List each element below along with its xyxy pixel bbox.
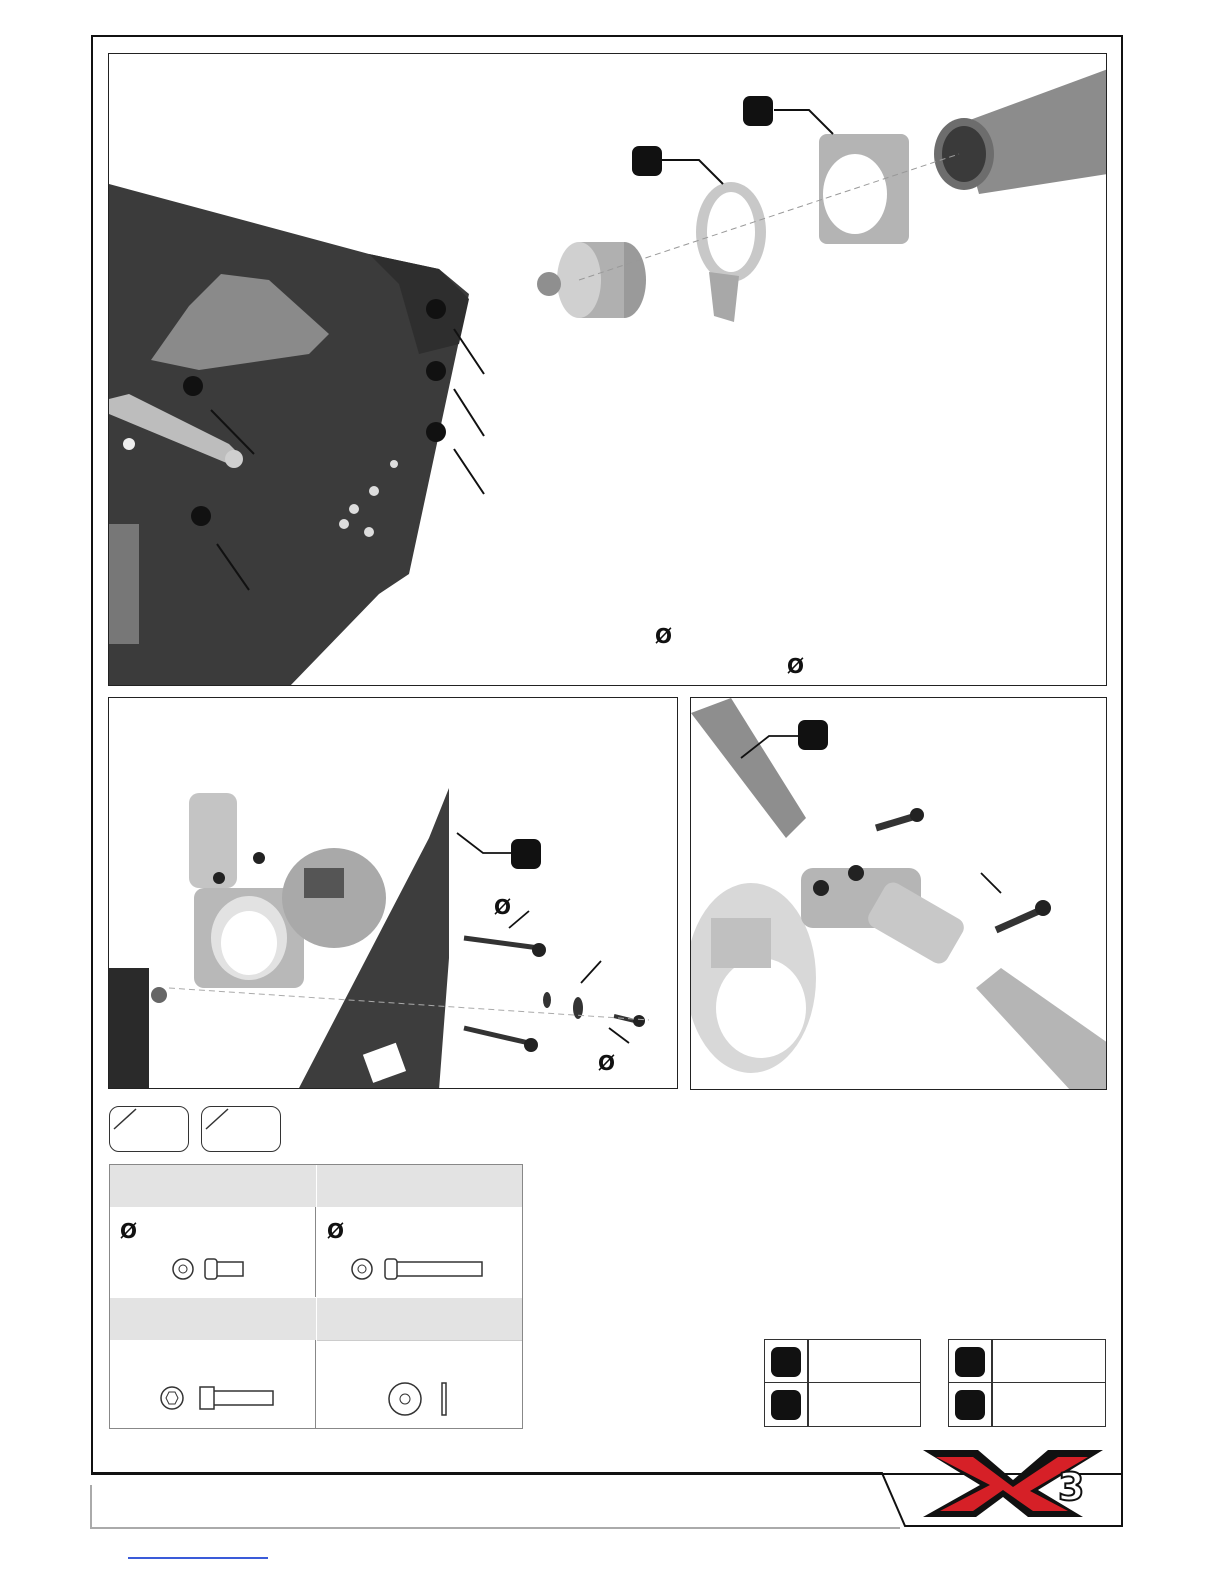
callout-legend [764, 1339, 921, 1427]
hardware-cell [110, 1340, 316, 1428]
diameter-symbol: Ø [598, 1051, 616, 1075]
tail-boom [934, 69, 1107, 194]
hardware-cell [110, 1207, 316, 1297]
hardware-cell [317, 1340, 522, 1428]
diameter-symbol: Ø [120, 1219, 138, 1243]
legend-badge [771, 1347, 801, 1377]
callout-badge [798, 720, 828, 750]
pinion-gear [537, 242, 646, 318]
callout-badge [743, 96, 773, 126]
washer-shim-icon [317, 1341, 522, 1429]
note-tag [109, 1106, 189, 1152]
callout-legend [948, 1339, 1106, 1427]
tail-blade-top [691, 698, 806, 838]
tail-gearbox-panel [108, 697, 678, 1089]
table-header [317, 1298, 522, 1340]
tail-output-shaft [109, 968, 167, 1088]
tail-blade-bottom [976, 968, 1107, 1090]
table-header [317, 1165, 522, 1207]
note-tag [201, 1106, 281, 1152]
callout-badge [632, 146, 662, 176]
hardware-table [109, 1164, 523, 1429]
tail-gearbox [189, 793, 386, 988]
legend-badge [955, 1347, 985, 1377]
tail-gearbox-illustration [109, 698, 678, 1089]
tail-grip-illustration [691, 698, 1107, 1090]
page-link[interactable] [128, 1557, 268, 1559]
tail-hub [691, 865, 967, 1073]
svg-text:3: 3 [1058, 1465, 1085, 1509]
diameter-symbol: Ø [787, 654, 805, 678]
diameter-symbol: Ø [494, 895, 512, 919]
top-assembly-panel [108, 53, 1107, 686]
tail-boom-mount [819, 134, 909, 244]
x3-logo [918, 1445, 1118, 1520]
callout-badge [511, 839, 541, 869]
legend-badge [955, 1390, 985, 1420]
table-header [110, 1165, 316, 1207]
washer-long-screw-icon [317, 1207, 522, 1297]
diameter-symbol: Ø [327, 1219, 345, 1243]
diameter-symbol: Ø [655, 624, 673, 648]
nut-bolt-icon [110, 1340, 316, 1428]
legend-badge [771, 1390, 801, 1420]
tail-grip-panel [690, 697, 1107, 1090]
bearing-clamp [696, 182, 766, 322]
frame-assembly-illustration [109, 54, 1107, 686]
washer-screw-icon [110, 1207, 316, 1297]
table-header [110, 1298, 316, 1340]
hardware-cell [317, 1207, 522, 1297]
